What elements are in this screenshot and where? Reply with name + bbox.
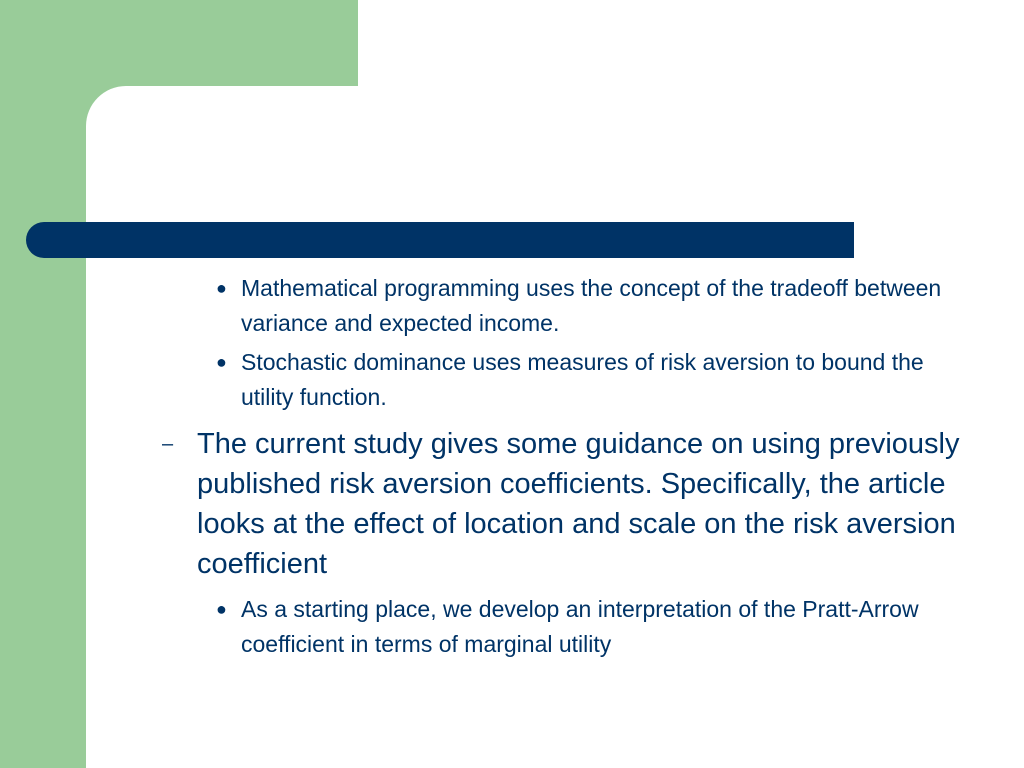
bullet-item <box>216 592 976 662</box>
bullet-item <box>216 271 976 341</box>
bullet-text: Stochastic dominance uses measures of risk aversion to bound the utility function. <box>241 349 924 410</box>
bullet-text: As a starting place, we develop an interpretation of the Pratt-Arrow coefficient in terms of marginal utility <box>241 596 919 657</box>
bullet-text: Mathematical programming uses the concept of the tradeoff between variance and expected income. <box>241 275 942 336</box>
bullet-item <box>216 345 976 415</box>
dash-marker: – <box>162 433 174 455</box>
bullet-marker: ● <box>216 278 227 298</box>
sub-bullet-text: The current study gives some guidance on using previously published risk aversion coefficients. Specifically, the article looks at the effect of location and scale on the risk aversion coefficient <box>197 428 960 580</box>
bullet-marker: ● <box>216 352 227 372</box>
sub-bullet-item <box>162 424 992 584</box>
bullet-marker: ● <box>216 599 227 619</box>
